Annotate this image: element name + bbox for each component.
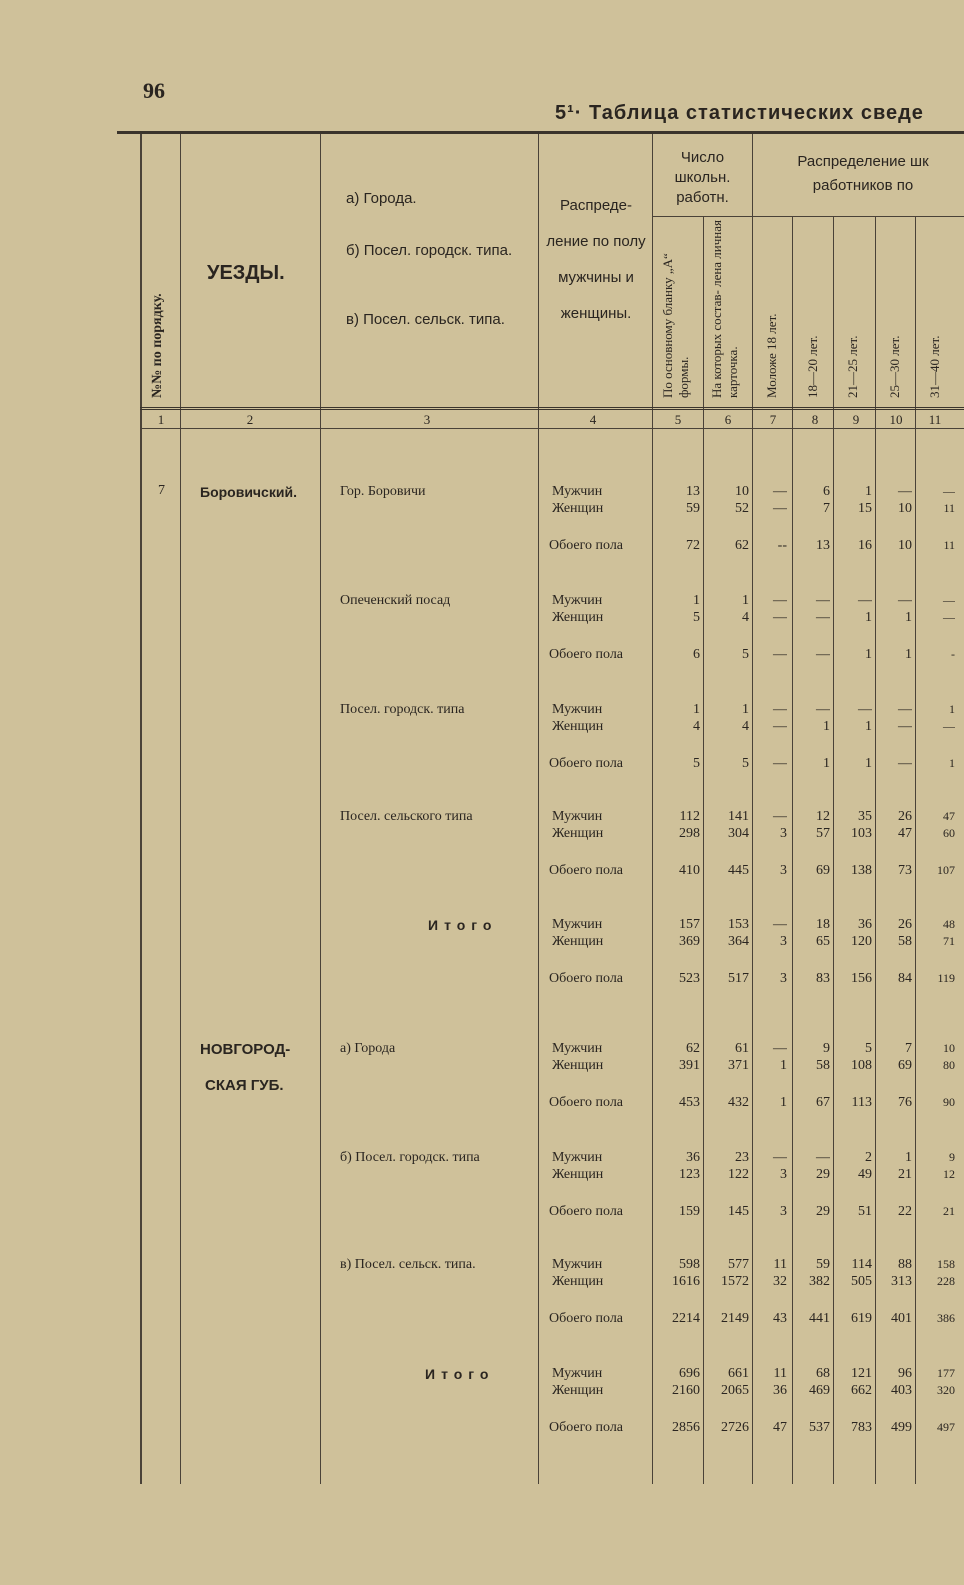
column-number: 9 — [852, 412, 860, 427]
row-place: в) Посел. сельск. типа. — [340, 1257, 476, 1272]
sex-label-women: Женщин — [552, 1274, 604, 1289]
cell-men: 1 — [742, 702, 749, 717]
sex-label-men: Мужчин — [552, 1150, 603, 1165]
cell-women: 313 — [891, 1274, 912, 1289]
column-number: 6 — [724, 412, 732, 427]
column-number: 7 — [769, 412, 777, 427]
header-rural-settlements: в) Посел. сельск. типа. — [346, 311, 505, 328]
cell-both: 2214 — [672, 1311, 700, 1326]
cell-both: 138 — [851, 863, 872, 878]
cell-both: 11 — [943, 538, 955, 552]
sex-label-men: Мужчин — [552, 917, 603, 932]
cell-men: 7 — [905, 1041, 912, 1056]
header-order-number: №№ по порядку. — [150, 293, 165, 398]
cell-women: 58 — [816, 1058, 830, 1073]
cell-women: 69 — [898, 1058, 912, 1073]
row-place: Итого — [428, 917, 498, 933]
sex-label-both: Обоего пола — [549, 647, 624, 662]
cell-men: — — [898, 484, 912, 499]
cell-men: 598 — [679, 1257, 700, 1272]
cell-women: — — [773, 610, 787, 625]
cell-women: 80 — [943, 1058, 955, 1072]
cell-men: — — [943, 484, 955, 498]
cell-both: — — [816, 647, 830, 662]
table-title: 5¹· Таблица статистических сведе — [555, 102, 924, 124]
cell-both: 3 — [780, 863, 787, 878]
cell-women: 12 — [943, 1167, 955, 1181]
cell-women: 59 — [686, 501, 700, 516]
cell-both: 1 — [949, 756, 955, 770]
cell-women: 120 — [851, 934, 872, 949]
cell-women: 391 — [679, 1058, 700, 1073]
cell-both: 5 — [742, 647, 749, 662]
cell-both: 156 — [851, 971, 872, 986]
cell-women: 57 — [816, 826, 830, 841]
cell-men: 26 — [898, 809, 912, 824]
cell-women: 369 — [679, 934, 700, 949]
cell-women: 3 — [780, 826, 787, 841]
cell-men: 114 — [851, 1257, 872, 1272]
row-place: Итого — [425, 1366, 495, 1382]
cell-men: 5 — [865, 1041, 872, 1056]
cell-men: — — [773, 593, 787, 608]
cell-men: 59 — [816, 1257, 830, 1272]
cell-both: 5 — [693, 756, 700, 771]
cell-men: 36 — [686, 1150, 700, 1165]
cell-women: 10 — [898, 501, 912, 516]
cell-both: 783 — [851, 1420, 872, 1435]
header-distribution: Распределение шк работников по — [797, 153, 929, 194]
sex-label-men: Мужчин — [552, 809, 603, 824]
column-number: 2 — [246, 412, 254, 427]
cell-women: 3 — [780, 1167, 787, 1182]
cell-both: 90 — [943, 1095, 955, 1109]
cell-both: 47 — [773, 1420, 787, 1435]
province-name-line2: СКАЯ ГУБ. — [205, 1077, 284, 1094]
cell-men: 36 — [858, 917, 872, 932]
cell-men: 68 — [816, 1366, 830, 1381]
header-col7: Моложе 18 лет. — [764, 313, 779, 398]
row-place: Посел. сельского типа — [340, 809, 473, 824]
row-place: Опеченский посад — [340, 593, 451, 608]
cell-women: 662 — [851, 1383, 872, 1398]
cell-both: 72 — [686, 538, 700, 553]
sex-label-both: Обоего пола — [549, 971, 624, 986]
header-col11: 31—40 лет. — [927, 335, 942, 398]
cell-women: 3 — [780, 934, 787, 949]
cell-women: 5 — [693, 610, 700, 625]
cell-women: 2065 — [721, 1383, 749, 1398]
cell-both: 10 — [898, 538, 912, 553]
header-col10: 25—30 лет. — [887, 335, 902, 398]
sex-label-women: Женщин — [552, 1167, 604, 1182]
header-cities: а) Города. — [346, 190, 417, 207]
cell-women: 469 — [809, 1383, 830, 1398]
cell-both: 410 — [679, 863, 700, 878]
cell-men: 11 — [773, 1366, 787, 1381]
cell-women: 1 — [865, 719, 872, 734]
cell-women: 15 — [858, 501, 872, 516]
cell-women: 29 — [816, 1167, 830, 1182]
cell-women: 21 — [898, 1167, 912, 1182]
header-urban-settlements: б) Посел. городск. типа. — [346, 242, 513, 259]
cell-men: 157 — [679, 917, 700, 932]
cell-men: 696 — [679, 1366, 700, 1381]
cell-women: 382 — [809, 1274, 830, 1289]
cell-women: 320 — [937, 1383, 955, 1397]
cell-men: 1 — [742, 593, 749, 608]
cell-both: 1 — [865, 756, 872, 771]
cell-men: — — [943, 593, 955, 607]
sex-label-both: Обоего пола — [549, 863, 624, 878]
cell-women: 4 — [742, 610, 749, 625]
cell-both: 1 — [865, 647, 872, 662]
sex-label-both: Обоего пола — [549, 756, 624, 771]
cell-men: — — [816, 593, 830, 608]
cell-men: — — [816, 702, 830, 717]
cell-men: 10 — [735, 484, 749, 499]
cell-both: 619 — [851, 1311, 872, 1326]
cell-men: — — [858, 593, 872, 608]
cell-women: 1 — [823, 719, 830, 734]
col-divider — [180, 134, 181, 1484]
cell-men: 18 — [816, 917, 830, 932]
cell-women: 1 — [865, 610, 872, 625]
cell-men: 1 — [865, 484, 872, 499]
cell-men: 26 — [898, 917, 912, 932]
header-col8: 18—20 лет. — [805, 335, 820, 398]
sex-label-men: Мужчин — [552, 593, 603, 608]
cell-women: 298 — [679, 826, 700, 841]
cell-both: 6 — [693, 647, 700, 662]
sex-label-both: Обоего пола — [549, 1311, 624, 1326]
row-place: Гор. Боровичи — [340, 484, 426, 499]
col-divider — [538, 134, 539, 1484]
cell-men: — — [773, 1150, 787, 1165]
cell-both: 537 — [809, 1420, 830, 1435]
cell-men: 1 — [905, 1150, 912, 1165]
cell-both: 69 — [816, 863, 830, 878]
cell-men: 35 — [858, 809, 872, 824]
sex-label-women: Женщин — [552, 1058, 604, 1073]
subheader-rule — [652, 216, 964, 217]
cell-men: — — [773, 917, 787, 932]
cell-both: 1 — [780, 1095, 787, 1110]
cell-both: 441 — [809, 1311, 830, 1326]
cell-women: 11 — [943, 501, 955, 515]
sex-label-men: Мужчин — [552, 484, 603, 499]
cell-women: 1572 — [721, 1274, 749, 1289]
left-border — [140, 134, 142, 1484]
cell-men: 1 — [949, 702, 955, 716]
cell-both: 22 — [898, 1204, 912, 1219]
cell-women: — — [816, 610, 830, 625]
col-divider — [320, 134, 321, 1484]
cell-both: 2149 — [721, 1311, 749, 1326]
cell-men: 661 — [728, 1366, 749, 1381]
sex-label-men: Мужчин — [552, 1257, 603, 1272]
uezd-number: 7 — [158, 483, 165, 498]
cell-men: 153 — [728, 917, 749, 932]
sex-label-both: Обоего пола — [549, 1204, 624, 1219]
sex-label-men: Мужчин — [552, 1041, 603, 1056]
cell-both: 84 — [898, 971, 912, 986]
cell-women: 7 — [823, 501, 830, 516]
cell-both: 13 — [816, 538, 830, 553]
cell-men: 23 — [735, 1150, 749, 1165]
cell-women: — — [773, 719, 787, 734]
cell-both: 499 — [891, 1420, 912, 1435]
cell-both: 497 — [937, 1420, 955, 1434]
cell-men: 177 — [937, 1366, 955, 1380]
cell-men: 577 — [728, 1257, 749, 1272]
sex-label-men: Мужчин — [552, 702, 603, 717]
cell-both: 16 — [858, 538, 872, 553]
cell-both: 2726 — [721, 1420, 749, 1435]
cell-women: 47 — [898, 826, 912, 841]
cell-women: 60 — [943, 826, 955, 840]
column-number: 4 — [589, 412, 597, 427]
top-rule — [117, 131, 964, 134]
cell-men: 9 — [823, 1041, 830, 1056]
cell-men: — — [773, 1041, 787, 1056]
cell-women: 364 — [728, 934, 749, 949]
cell-men: 1 — [693, 702, 700, 717]
sex-label-women: Женщин — [552, 934, 604, 949]
cell-both: 453 — [679, 1095, 700, 1110]
row-place: а) Города — [340, 1041, 396, 1056]
cell-men: 61 — [735, 1041, 749, 1056]
cell-both: 523 — [679, 971, 700, 986]
colnum-rule — [140, 428, 964, 429]
cell-men: 47 — [943, 809, 955, 823]
cell-women: 371 — [728, 1058, 749, 1073]
header-sex-distribution: Распреде- ление по полу мужчины и женщины. — [546, 197, 646, 322]
cell-men: 10 — [943, 1041, 955, 1055]
cell-both: 517 — [728, 971, 749, 986]
header-uezds: УЕЗДЫ. — [207, 262, 285, 284]
cell-women: 304 — [728, 826, 749, 841]
cell-both: 1 — [823, 756, 830, 771]
cell-men: 88 — [898, 1257, 912, 1272]
header-col6: На которых состав- лена личная карточка. — [709, 219, 740, 398]
cell-men: — — [858, 702, 872, 717]
cell-men: 2 — [865, 1150, 872, 1165]
cell-both: 107 — [937, 863, 955, 877]
cell-both: 76 — [898, 1095, 912, 1110]
cell-women: 65 — [816, 934, 830, 949]
cell-women: 32 — [773, 1274, 787, 1289]
cell-both: 145 — [728, 1204, 749, 1219]
cell-women: — — [943, 719, 955, 733]
cell-men: — — [816, 1150, 830, 1165]
row-place: б) Посел. городск. типа — [340, 1150, 480, 1165]
cell-women: 1 — [905, 610, 912, 625]
sex-label-both: Обоего пола — [549, 1095, 624, 1110]
column-number: 10 — [889, 412, 903, 427]
cell-men: — — [773, 484, 787, 499]
province-name-line1: НОВГОРОД- — [200, 1041, 291, 1058]
column-number: 3 — [423, 412, 431, 427]
header-number-of-workers: Число школьн. работн. — [674, 149, 731, 206]
cell-men: 11 — [773, 1257, 787, 1272]
cell-men: 9 — [949, 1150, 955, 1164]
cell-men: 96 — [898, 1366, 912, 1381]
cell-women: 1616 — [672, 1274, 700, 1289]
cell-both: 119 — [937, 971, 955, 985]
cell-men: 158 — [937, 1257, 955, 1271]
cell-women: 4 — [693, 719, 700, 734]
sex-label-women: Женщин — [552, 719, 604, 734]
cell-both: -- — [777, 538, 787, 553]
cell-men: — — [773, 702, 787, 717]
sex-label-women: Женщин — [552, 1383, 604, 1398]
page-number: 96 — [143, 78, 165, 103]
sex-label-women: Женщин — [552, 826, 604, 841]
cell-women: 2160 — [672, 1383, 700, 1398]
cell-women: 52 — [735, 501, 749, 516]
cell-women: 403 — [891, 1383, 912, 1398]
cell-both: 401 — [891, 1311, 912, 1326]
cell-women: 122 — [728, 1167, 749, 1182]
cell-women: 123 — [679, 1167, 700, 1182]
header-col9: 21—25 лет. — [845, 335, 860, 398]
cell-women: 71 — [943, 934, 955, 948]
cell-both: 159 — [679, 1204, 700, 1219]
cell-men: 6 — [823, 484, 830, 499]
cell-both: 67 — [816, 1095, 830, 1110]
cell-men: 121 — [851, 1366, 872, 1381]
cell-both: 21 — [943, 1204, 955, 1218]
header-col5: По основному бланку „А“ формы. — [660, 253, 691, 398]
cell-women: — — [898, 719, 912, 734]
cell-both: 62 — [735, 538, 749, 553]
cell-men: 141 — [728, 809, 749, 824]
col-divider — [652, 134, 653, 1484]
cell-men: 48 — [943, 917, 955, 931]
cell-men: 1 — [693, 593, 700, 608]
row-place: Посел. городск. типа — [340, 702, 465, 717]
cell-men: 13 — [686, 484, 700, 499]
cell-both: - — [951, 647, 955, 661]
cell-both: 5 — [742, 756, 749, 771]
cell-women: 1 — [780, 1058, 787, 1073]
cell-men: — — [898, 702, 912, 717]
column-number: 8 — [811, 412, 819, 427]
column-number: 1 — [157, 412, 165, 427]
column-number: 5 — [674, 412, 682, 427]
cell-women: 108 — [851, 1058, 872, 1073]
cell-men: 112 — [679, 809, 700, 824]
cell-women: 4 — [742, 719, 749, 734]
cell-both: 51 — [858, 1204, 872, 1219]
cell-men: — — [898, 593, 912, 608]
cell-both: 432 — [728, 1095, 749, 1110]
cell-women: 36 — [773, 1383, 787, 1398]
cell-both: 73 — [898, 863, 912, 878]
column-number: 11 — [928, 412, 942, 427]
cell-both: 83 — [816, 971, 830, 986]
cell-men: 12 — [816, 809, 830, 824]
cell-women: — — [773, 501, 787, 516]
cell-men: — — [773, 809, 787, 824]
cell-both: 445 — [728, 863, 749, 878]
sex-label-men: Мужчин — [552, 1366, 603, 1381]
cell-women: 49 — [858, 1167, 872, 1182]
cell-both: 2856 — [672, 1420, 700, 1435]
cell-both: 43 — [773, 1311, 787, 1326]
cell-women: 505 — [851, 1274, 872, 1289]
cell-women: — — [943, 610, 955, 624]
sex-label-women: Женщин — [552, 501, 604, 516]
cell-men: 62 — [686, 1041, 700, 1056]
cell-both: 1 — [905, 647, 912, 662]
cell-both: — — [773, 756, 787, 771]
cell-both: — — [898, 756, 912, 771]
cell-both: 29 — [816, 1204, 830, 1219]
uezd-name: Боровичский. — [200, 484, 297, 500]
cell-both: — — [773, 647, 787, 662]
sex-label-both: Обоего пола — [549, 1420, 624, 1435]
sex-label-women: Женщин — [552, 610, 604, 625]
cell-both: 3 — [780, 971, 787, 986]
cell-women: 58 — [898, 934, 912, 949]
cell-both: 3 — [780, 1204, 787, 1219]
sex-label-both: Обоего пола — [549, 538, 624, 553]
cell-both: 386 — [937, 1311, 955, 1325]
header-bottom-rule — [140, 407, 964, 410]
cell-women: 228 — [937, 1274, 955, 1288]
cell-both: 113 — [851, 1095, 872, 1110]
cell-women: 103 — [851, 826, 872, 841]
